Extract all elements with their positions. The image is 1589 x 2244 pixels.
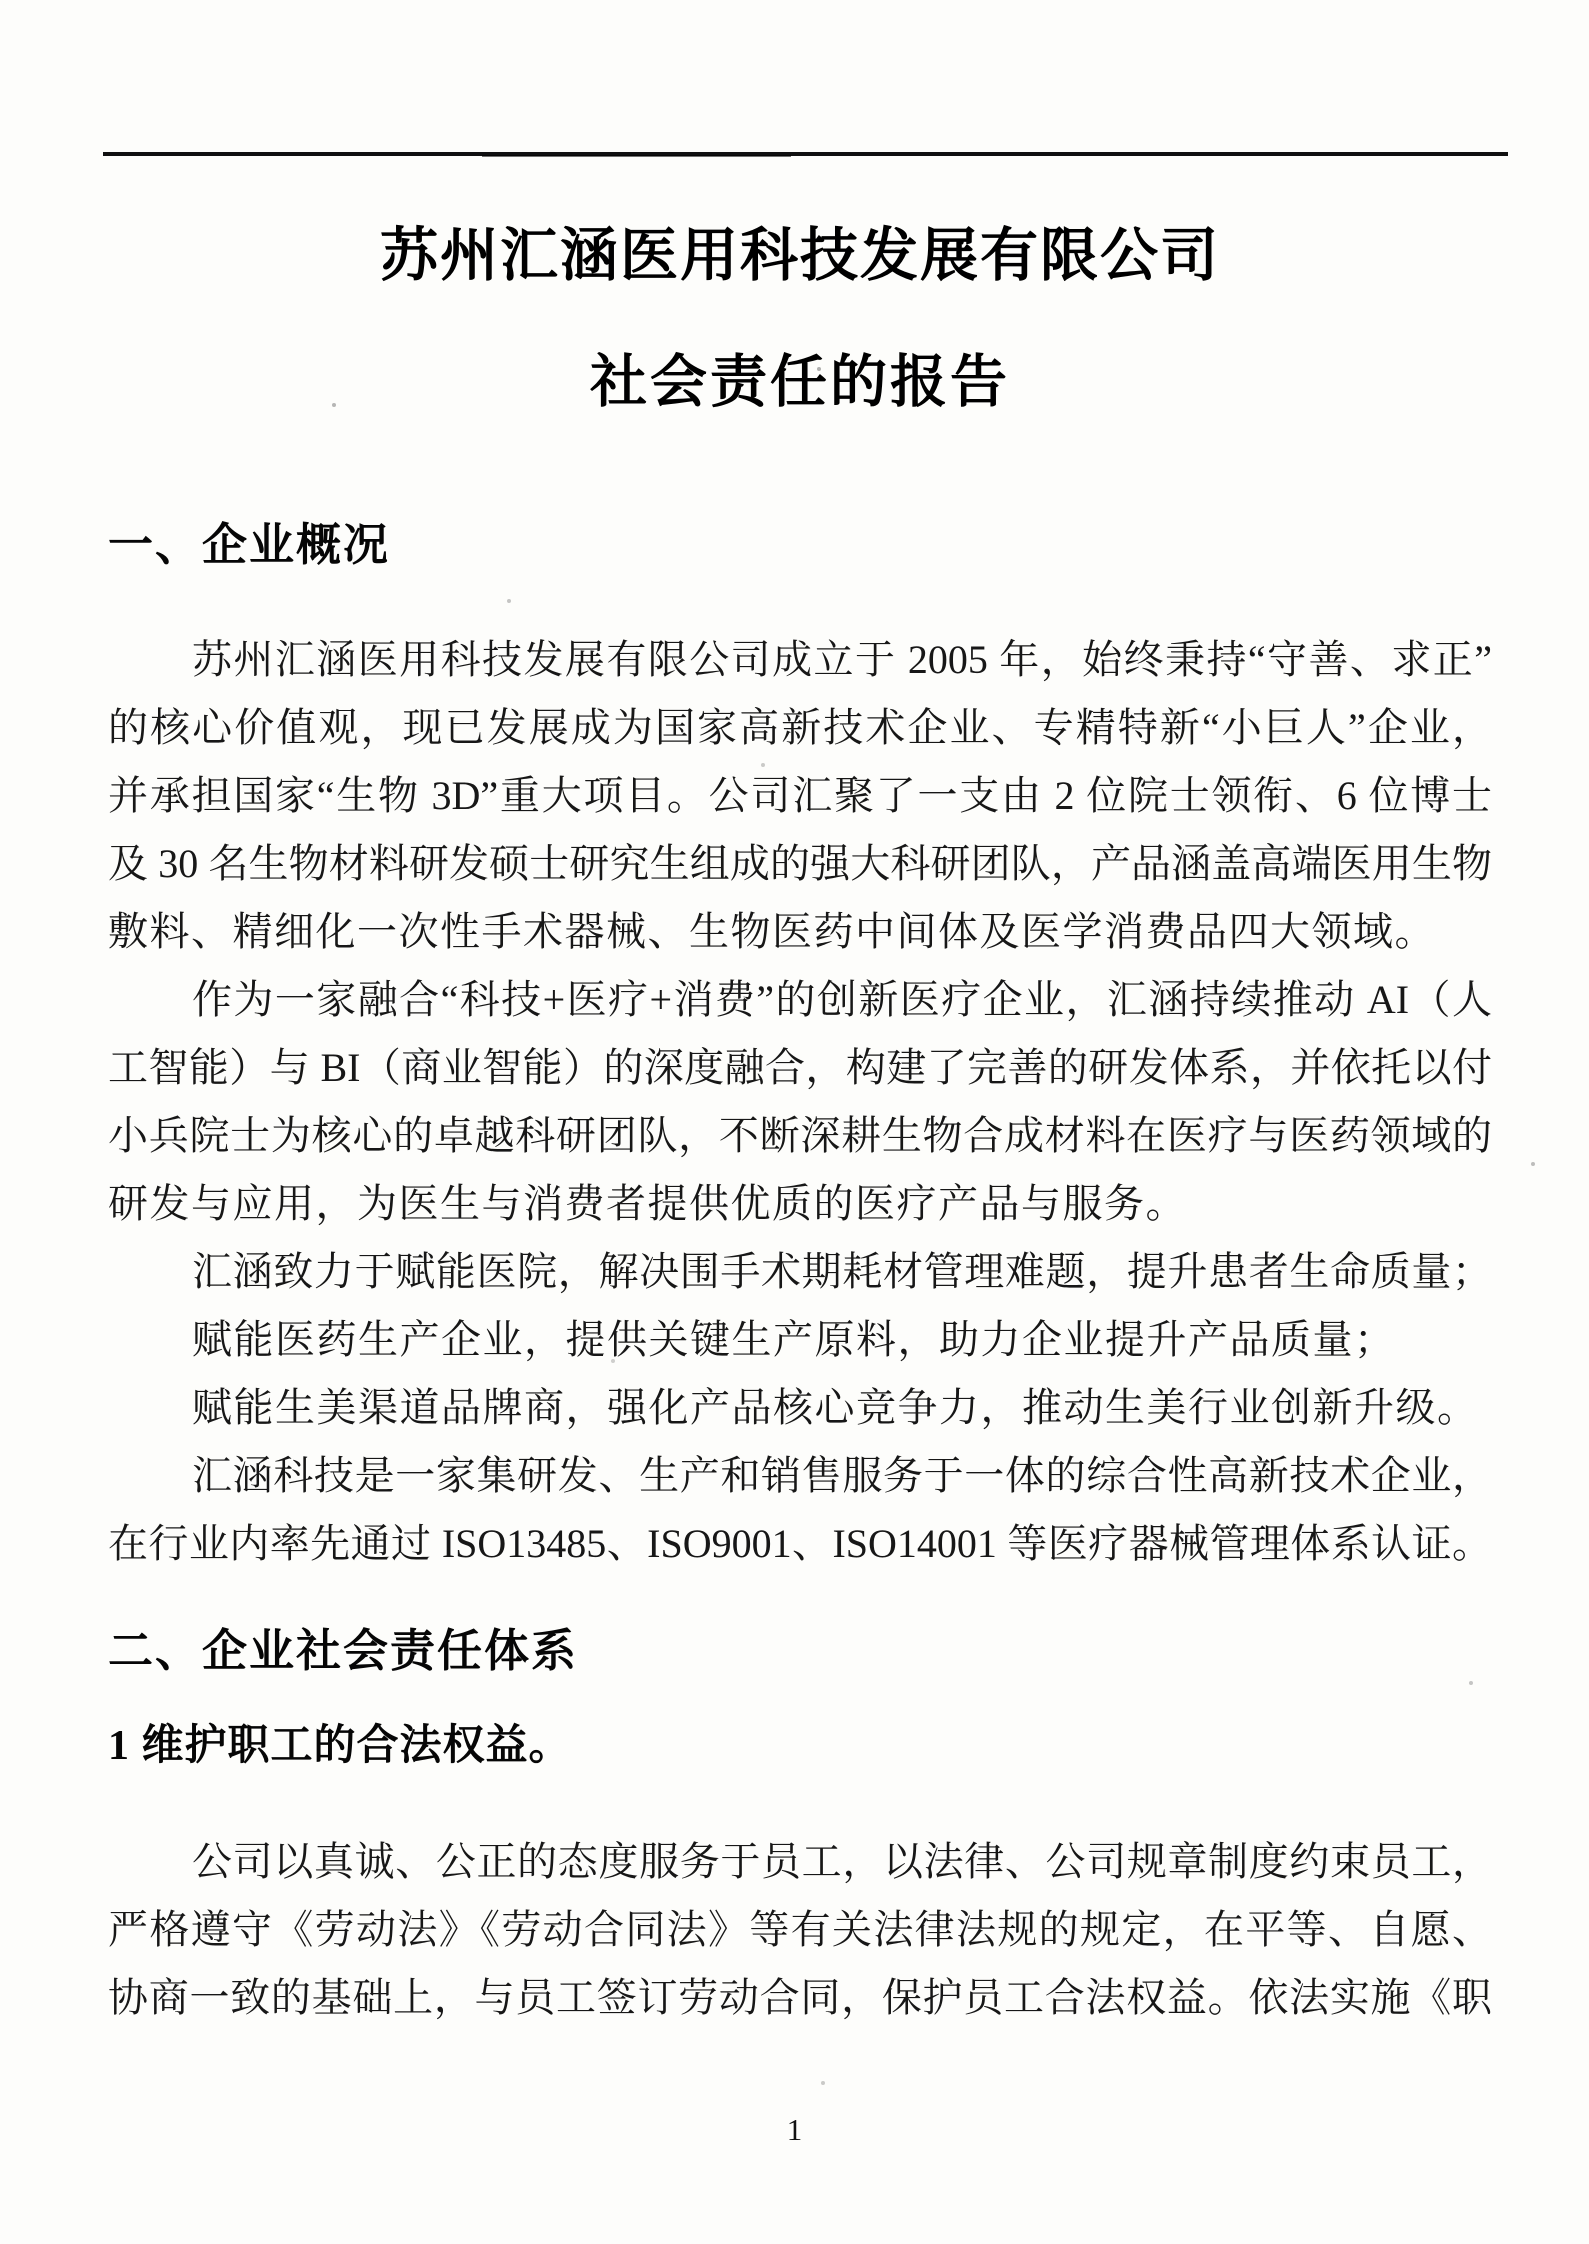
paragraph-line: 赋能医药生产企业，提供关键生产原料，助力企业提升产品质量；: [192, 1316, 1396, 1362]
paragraph-line: 研发与应用，为医生与消费者提供优质的医疗产品与服务。: [108, 1180, 1187, 1226]
paragraph-line: 赋能生美渠道品牌商，强化产品核心竞争力，推动生美行业创新升级。: [192, 1384, 1479, 1430]
paragraph-line: 苏州汇涵医用科技发展有限公司成立于 2005 年，始终秉持“守善、求正”: [192, 636, 1492, 682]
document-title: 苏州汇涵医用科技发展有限公司: [379, 223, 1220, 288]
paragraph-line: 作为一家融合“科技+医疗+消费”的创新医疗企业，汇涵持续推动 AI（人: [192, 976, 1492, 1022]
paragraph-line: 小兵院士为核心的卓越科研团队，不断深耕生物合成材料在医疗与医药领域的: [108, 1112, 1492, 1158]
scan-speck: [0, 0, 2, 2]
paragraph-line: 公司以真诚、公正的态度服务于员工，以法律、公司规章制度约束员工，: [192, 1838, 1492, 1884]
paragraph-line: 并承担国家“生物 3D”重大项目。公司汇聚了一支由 2 位院士领衔、6 位博士: [108, 772, 1492, 818]
paragraph-line: 汇涵致力于赋能医院，解决围手术期耗材管理难题，提升患者生命质量；: [192, 1248, 1492, 1294]
section-heading-2: 二、企业社会责任体系: [108, 1625, 579, 1676]
paragraph-line: 工智能）与 BI（商业智能）的深度融合，构建了完善的研发体系，并依托以付: [108, 1044, 1492, 1090]
document-subtitle: 社会责任的报告: [590, 350, 1010, 414]
paragraph-line: 的核心价值观，现已发展成为国家高新技术企业、专精特新“小巨人”企业，: [108, 704, 1492, 750]
section-2-body: [108, 1828, 1492, 2032]
section-2-subheading: 1 维护职工的合法权益。: [108, 1722, 572, 1769]
paragraph-line: 及 30 名生物材料研发硕士研究生组成的强大科研团队，产品涵盖高端医用生物: [108, 840, 1492, 886]
header-rule: [103, 152, 1508, 156]
document-content: [0, 152, 1589, 2032]
page-number: 1: [786, 2112, 803, 2147]
paragraph-line: 严格遵守《劳动法》《劳动合同法》等有关法律法规的规定，在平等、自愿、: [108, 1906, 1492, 1952]
paragraph-line: 敷料、精细化一次性手术器械、生物医药中间体及医学消费品四大领域。: [108, 908, 1436, 954]
paragraph-line: 协商一致的基础上，与员工签订劳动合同，保护员工合法权益。依法实施《职: [108, 1974, 1492, 2020]
section-1-body: [108, 626, 1492, 1578]
paragraph-line: 汇涵科技是一家集研发、生产和销售服务于一体的综合性高新技术企业，: [192, 1452, 1492, 1498]
section-heading-1: 一、企业概况: [108, 519, 391, 570]
paragraph-line: 在行业内率先通过 ISO13485、ISO9001、ISO14001 等医疗器械管理体系认证。: [108, 1520, 1492, 1566]
